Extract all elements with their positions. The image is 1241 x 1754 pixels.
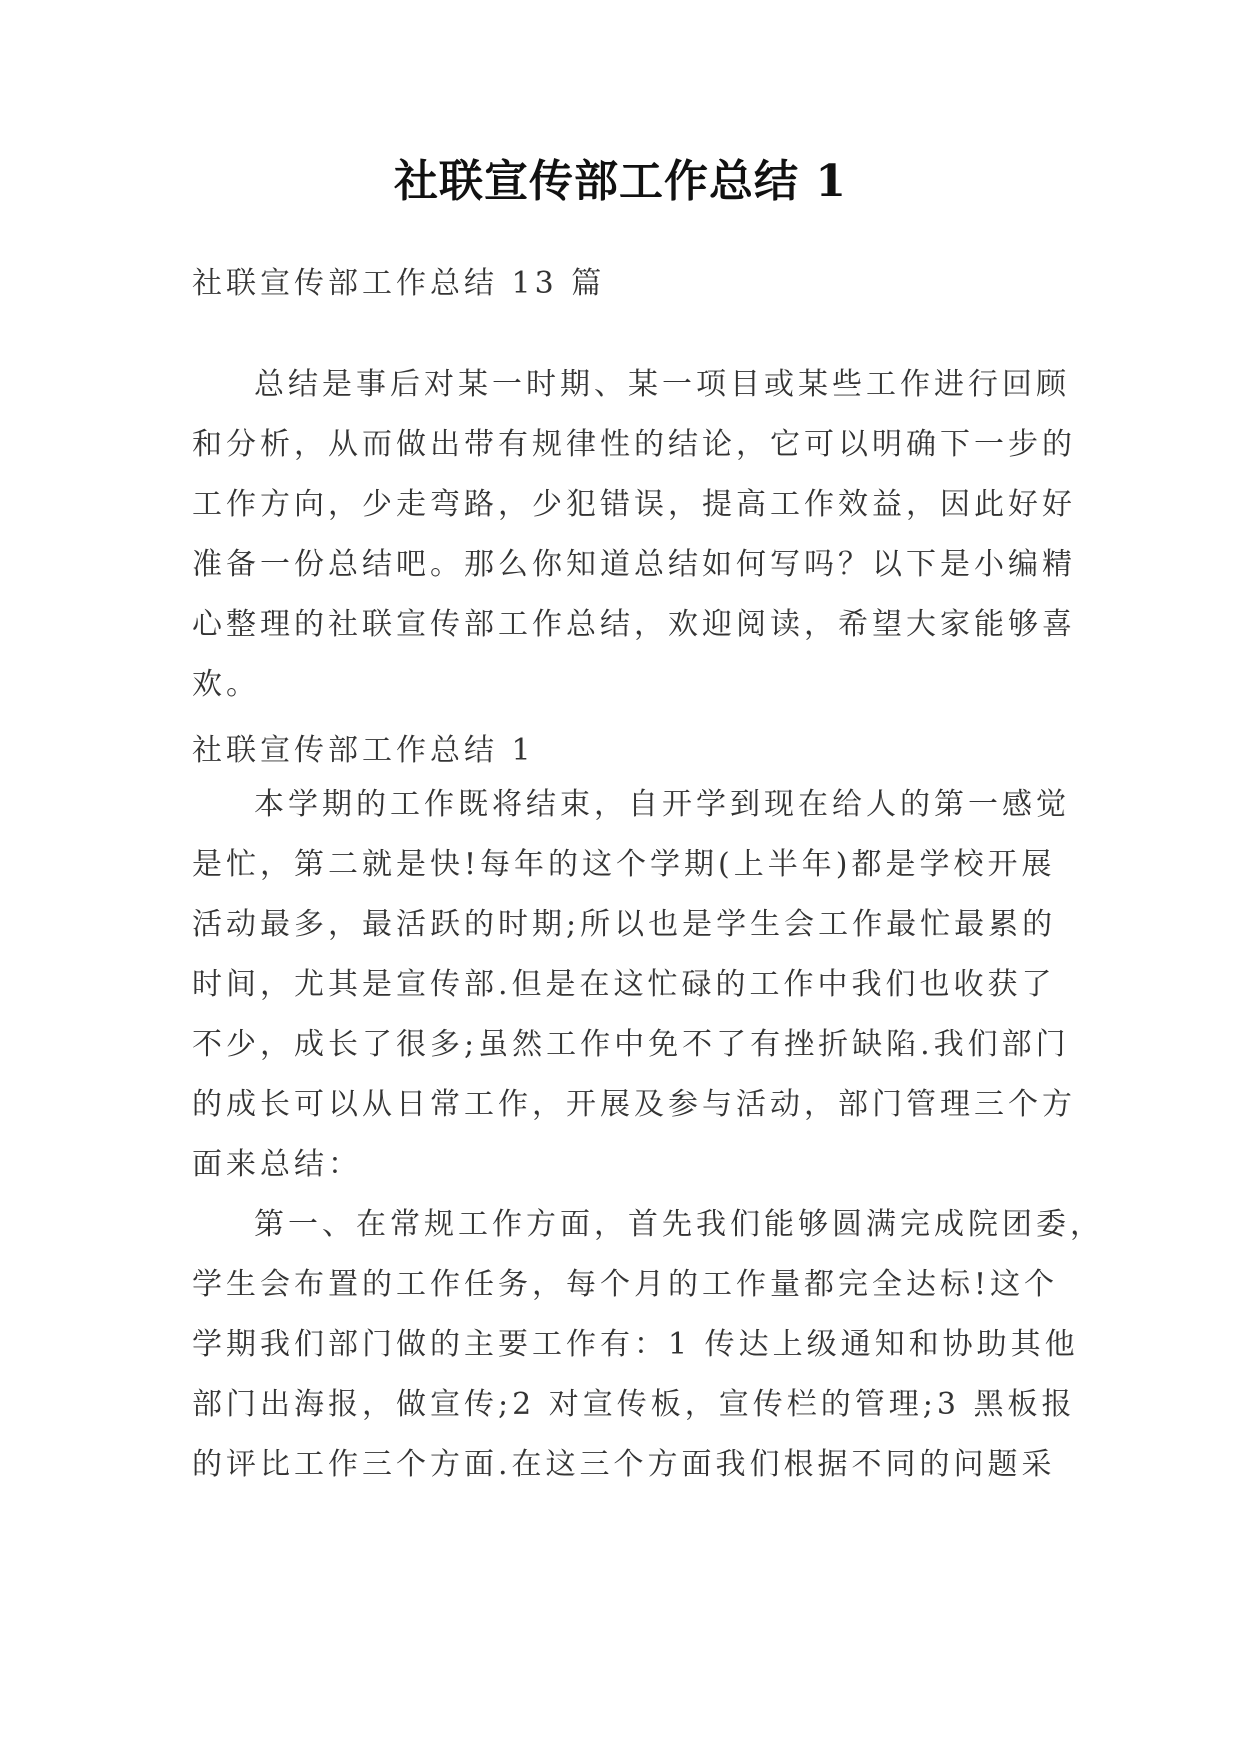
intro-line: 和分析，从而做出带有规律性的结论，它可以明确下一步的 bbox=[192, 427, 1076, 462]
body-text bbox=[192, 775, 1104, 1495]
intro-line: 工作方向，少走弯路，少犯错误，提高工作效益，因此好好 bbox=[192, 487, 1076, 522]
body-line: 不少，成长了很多;虽然工作中免不了有挫折缺陷.我们部门 bbox=[192, 1027, 1070, 1062]
subtitle: 社联宣传部工作总结 13 篇 bbox=[192, 266, 606, 301]
body-line: 本学期的工作既将结束，自开学到现在给人的第一感觉 bbox=[254, 787, 1070, 822]
body-line: 部门出海报，做宣传;2 对宣传板，宣传栏的管理;3 黑板报 bbox=[192, 1387, 1076, 1422]
section-heading-block bbox=[192, 721, 1052, 781]
body-line: 是忙，第二就是快!每年的这个学期(上半年)都是学校开展 bbox=[192, 847, 1056, 882]
section-heading: 社联宣传部工作总结 1 bbox=[192, 733, 535, 768]
intro-line: 总结是事后对某一时期、某一项目或某些工作进行回顾 bbox=[254, 367, 1070, 402]
body-line: 面来总结： bbox=[192, 1147, 362, 1182]
intro-paragraph bbox=[192, 355, 1076, 715]
intro-line: 心整理的社联宣传部工作总结，欢迎阅读，希望大家能够喜 bbox=[192, 607, 1076, 642]
body-line: 第一、在常规工作方面，首先我们能够圆满完成院团委， bbox=[254, 1207, 1104, 1242]
body-line: 的成长可以从日常工作，开展及参与活动，部门管理三个方 bbox=[192, 1087, 1076, 1122]
body-line: 学期我们部门做的主要工作有：1 传达上级通知和协助其他 bbox=[192, 1327, 1079, 1362]
body-line: 活动最多，最活跃的时期;所以也是学生会工作最忙最累的 bbox=[192, 907, 1057, 942]
subtitle-block bbox=[192, 254, 1052, 314]
body-line: 的评比工作三个方面.在这三个方面我们根据不同的问题采 bbox=[192, 1447, 1056, 1482]
body-line: 学生会布置的工作任务，每个月的工作量都完全达标!这个 bbox=[192, 1267, 1059, 1302]
body-line: 时间，尤其是宣传部.但是在这忙碌的工作中我们也收获了 bbox=[192, 967, 1056, 1002]
intro-line: 欢。 bbox=[192, 667, 260, 702]
page-title: 社联宣传部工作总结 1 bbox=[394, 156, 847, 207]
intro-line: 准备一份总结吧。那么你知道总结如何写吗？以下是小编精 bbox=[192, 547, 1076, 582]
